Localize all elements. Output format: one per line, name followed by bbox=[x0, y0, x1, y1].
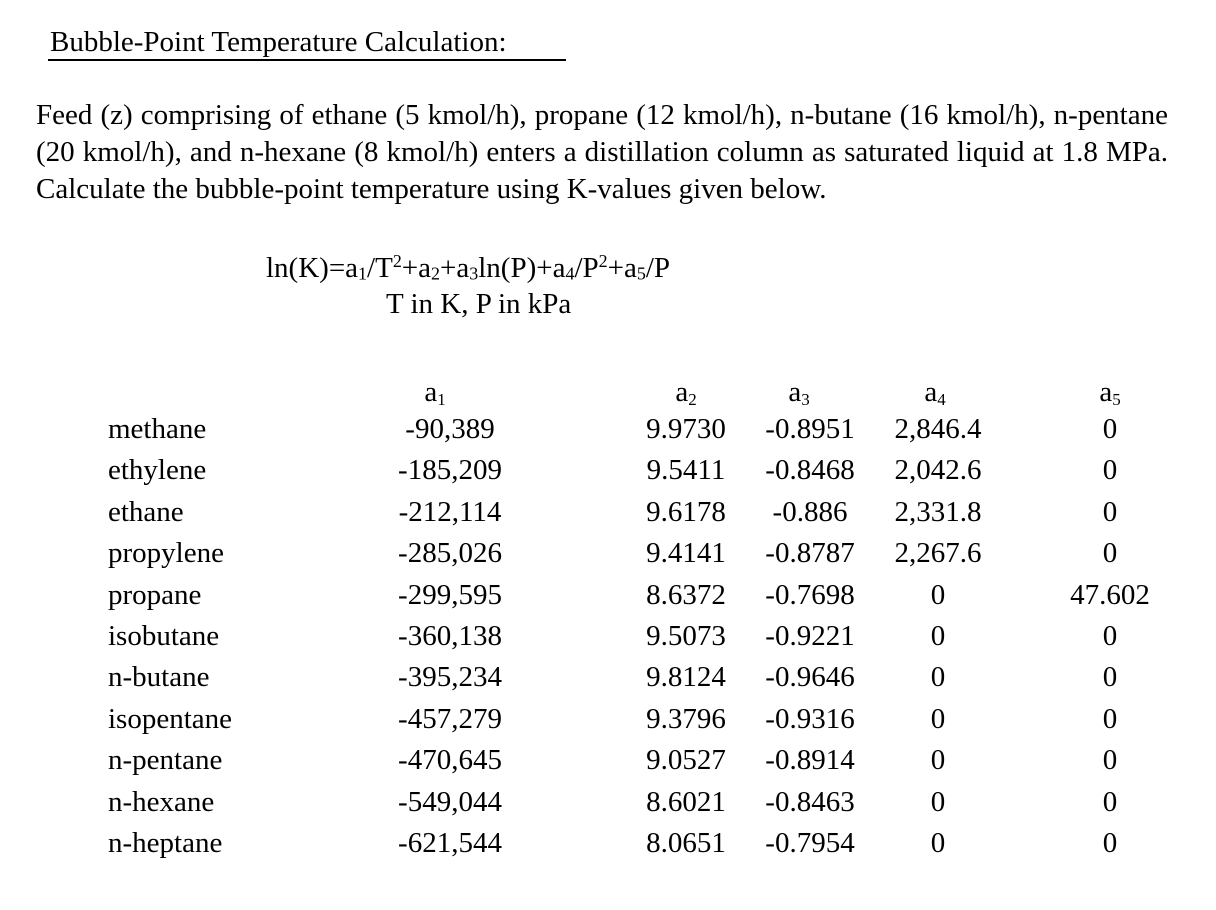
a3-value: -0.886 bbox=[772, 495, 848, 528]
a1-value: -299,595 bbox=[398, 578, 502, 611]
a2-value: 9.4141 bbox=[646, 537, 726, 570]
a4-value: 0 bbox=[930, 661, 946, 694]
table-row bbox=[0, 450, 1216, 491]
a1-value: -549,044 bbox=[398, 785, 502, 818]
eq-subscript: 3 bbox=[469, 263, 479, 284]
header-letter: a bbox=[924, 376, 938, 408]
a4-value: 2,267.6 bbox=[894, 537, 982, 570]
header-subscript: 5 bbox=[1112, 390, 1121, 409]
header-letter: a bbox=[675, 376, 689, 408]
a2-value: 9.8124 bbox=[646, 661, 726, 694]
table-row bbox=[0, 699, 1216, 740]
a4-value: 2,331.8 bbox=[894, 495, 982, 528]
eq-part: ln(K)=a bbox=[266, 252, 359, 284]
a5-value: 0 bbox=[1102, 619, 1118, 652]
table-row bbox=[0, 657, 1216, 698]
component-name: propane bbox=[108, 578, 202, 611]
a5-value: 0 bbox=[1102, 661, 1118, 694]
header-subscript: 2 bbox=[688, 390, 697, 409]
a2-value: 9.0527 bbox=[646, 744, 726, 777]
component-name: n-hexane bbox=[108, 785, 215, 818]
eq-part: +a bbox=[401, 252, 432, 284]
a1-value: -457,279 bbox=[398, 702, 502, 735]
component-name: n-butane bbox=[108, 661, 210, 694]
a4-value: 0 bbox=[930, 785, 946, 818]
component-name: n-pentane bbox=[108, 744, 223, 777]
component-name: isobutane bbox=[108, 619, 220, 652]
a1-value: -212,114 bbox=[398, 495, 502, 528]
eq-part: /P bbox=[574, 252, 599, 284]
header-subscript: 4 bbox=[937, 390, 946, 409]
header-subscript: 1 bbox=[437, 390, 446, 409]
a2-value: 9.5411 bbox=[646, 454, 726, 487]
header-letter: a bbox=[424, 376, 438, 408]
table-row bbox=[0, 533, 1216, 574]
eq-part: +a bbox=[607, 252, 637, 284]
a1-value: -360,138 bbox=[398, 619, 502, 652]
k-value-coefficient-table bbox=[0, 409, 1216, 864]
eq-superscript: 2 bbox=[392, 251, 402, 272]
table-row bbox=[0, 740, 1216, 781]
a3-value: -0.7954 bbox=[765, 826, 855, 859]
eq-part: /T bbox=[367, 252, 393, 284]
eq-part: ln(P)+a bbox=[478, 252, 566, 284]
a3-value: -0.9646 bbox=[765, 661, 855, 694]
a3-value: -0.7698 bbox=[765, 578, 855, 611]
a1-value: -90,389 bbox=[405, 413, 495, 445]
component-name: ethane bbox=[108, 495, 184, 528]
eq-part: +a bbox=[440, 252, 470, 284]
table-row bbox=[0, 823, 1216, 864]
a4-value: 2,042.6 bbox=[894, 454, 982, 487]
problem-statement: Feed (z) comprising of ethane (5 kmol/h), propane (12 kmol/h), n-butane (16 kmol/h), n-pentane (20 kmol/h), and n-hexane (8 kmol/h) enters a distillation column as saturated liquid at 1.8 MPa. Calculate the bubble-point temperature using K-values given below. bbox=[36, 99, 1168, 205]
a3-value: -0.8787 bbox=[765, 537, 855, 570]
a3-value: -0.8951 bbox=[765, 413, 855, 445]
a4-value: 0 bbox=[930, 619, 946, 652]
eq-subscript: 1 bbox=[358, 263, 368, 284]
eq-part: /P bbox=[645, 252, 671, 284]
title-underline bbox=[48, 59, 566, 61]
component-name: isopentane bbox=[108, 702, 233, 735]
a3-value: -0.9221 bbox=[765, 619, 855, 652]
a5-value: 0 bbox=[1102, 785, 1118, 818]
component-name: propylene bbox=[108, 537, 224, 570]
a5-value: 0 bbox=[1102, 413, 1118, 445]
k-value-equation bbox=[266, 250, 670, 286]
a5-value: 0 bbox=[1102, 744, 1118, 777]
a3-value: -0.9316 bbox=[765, 702, 855, 735]
eq-subscript: 5 bbox=[636, 263, 646, 284]
page-title: Bubble-Point Temperature Calculation: bbox=[50, 26, 507, 58]
table-row bbox=[0, 409, 1216, 450]
a4-value: 0 bbox=[930, 744, 946, 777]
a5-value: 47.602 bbox=[1070, 578, 1150, 611]
table-row bbox=[0, 492, 1216, 533]
a4-value: 0 bbox=[930, 702, 946, 735]
a2-value: 9.9730 bbox=[646, 413, 726, 445]
component-name: n-heptane bbox=[108, 826, 223, 859]
a4-value: 2,846.4 bbox=[894, 413, 982, 445]
a2-value: 9.3796 bbox=[646, 702, 726, 735]
a1-value: -395,234 bbox=[398, 661, 502, 694]
a2-value: 8.0651 bbox=[646, 826, 726, 859]
a2-value: 8.6021 bbox=[646, 785, 726, 818]
equation-units: T in K, P in kPa bbox=[386, 288, 572, 320]
a5-value: 0 bbox=[1102, 826, 1118, 859]
a5-value: 0 bbox=[1102, 495, 1118, 528]
a1-value: -621,544 bbox=[398, 826, 502, 859]
header-letter: a bbox=[1099, 376, 1113, 408]
a2-value: 9.6178 bbox=[646, 495, 726, 528]
eq-subscript: 2 bbox=[431, 263, 441, 284]
header-subscript: 3 bbox=[801, 390, 810, 409]
a5-value: 0 bbox=[1102, 454, 1118, 487]
table-row bbox=[0, 575, 1216, 616]
header-letter: a bbox=[788, 376, 802, 408]
a5-value: 0 bbox=[1102, 537, 1118, 570]
table-row bbox=[0, 782, 1216, 823]
a1-value: -185,209 bbox=[398, 454, 502, 487]
component-name: ethylene bbox=[108, 454, 207, 487]
component-name: methane bbox=[108, 413, 207, 445]
a2-value: 8.6372 bbox=[646, 578, 726, 611]
eq-subscript: 4 bbox=[565, 263, 575, 284]
a2-value: 9.5073 bbox=[646, 619, 726, 652]
a4-value: 0 bbox=[930, 826, 946, 859]
a3-value: -0.8914 bbox=[765, 744, 855, 777]
a3-value: -0.8468 bbox=[765, 454, 855, 487]
a5-value: 0 bbox=[1102, 702, 1118, 735]
a3-value: -0.8463 bbox=[765, 785, 855, 818]
a4-value: 0 bbox=[930, 578, 946, 611]
table-row bbox=[0, 616, 1216, 657]
a1-value: -285,026 bbox=[398, 537, 502, 570]
eq-superscript: 2 bbox=[598, 251, 608, 272]
a1-value: -470,645 bbox=[398, 744, 502, 777]
